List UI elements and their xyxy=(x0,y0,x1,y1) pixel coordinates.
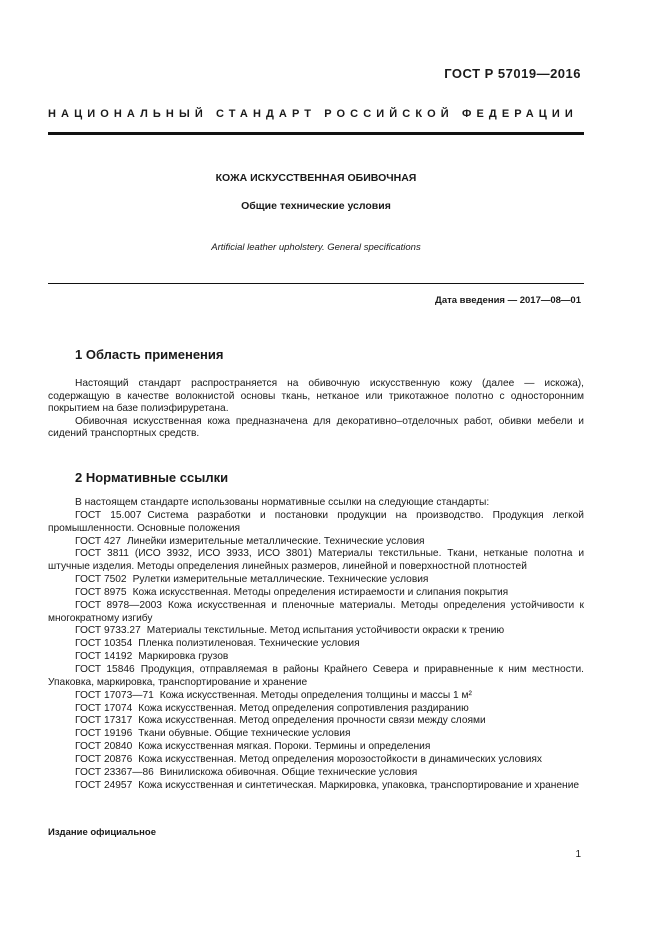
section-1-paragraph: Настоящий стандарт распространяется на обивочную искусственную кожу (далее — искожа), содержащую в качестве волокнистой основы ткань, нетканое или трикотажное полотно с односторонним покрытием на базе полиэфируретана. xyxy=(48,378,584,414)
reference-code: ГОСТ 427 xyxy=(75,535,121,547)
reference-item xyxy=(48,548,584,574)
reference-item xyxy=(48,625,584,638)
reference-title: Кожа искусственная мягкая. Пороки. Термины и определения xyxy=(138,741,431,753)
page-number: 1 xyxy=(575,849,581,860)
reference-title: Винилискожа обивочная. Общие технические условия xyxy=(159,766,418,778)
document-subtitle: Общие технические условия xyxy=(241,200,391,212)
english-title: Artificial leather upholstery. General specifications xyxy=(211,242,421,253)
reference-code: ГОСТ 7502 xyxy=(75,574,127,586)
reference-title: Рулетки измерительные металлические. Технические условия xyxy=(132,574,429,586)
reference-code: ГОСТ 23367—86 xyxy=(75,766,154,778)
header-divider xyxy=(48,132,584,135)
reference-item xyxy=(48,536,584,549)
reference-item xyxy=(48,728,584,741)
document-number: ГОСТ Р 57019—2016 xyxy=(444,66,581,81)
normative-references xyxy=(48,497,584,792)
reference-title: Кожа искусственная. Метод определения сопротивления раздиранию xyxy=(138,702,469,714)
reference-title: Маркировка грузов xyxy=(138,651,229,663)
reference-title: Пленка полиэтиленовая. Технические условия xyxy=(138,638,360,650)
reference-item xyxy=(48,510,584,536)
reference-code: ГОСТ 15.007 xyxy=(75,509,142,521)
reference-code: ГОСТ 15846 xyxy=(75,663,135,675)
reference-code: ГОСТ 17317 xyxy=(75,715,133,727)
reference-code: ГОСТ 19196 xyxy=(75,728,133,740)
reference-code: ГОСТ 3811 (ИСО 3932, ИСО 3933, ИСО 3801) xyxy=(75,548,312,560)
reference-item xyxy=(48,600,584,626)
section-1-heading: 1 Область применения xyxy=(75,347,224,362)
reference-title: Продукция, отправляемая в районы Крайнего Севера и приравненные к ним местности. Упаковка, маркировка, транспортирование и хранение xyxy=(48,663,584,688)
section-1-paragraph: Обивочная искусственная кожа предназначена для декоративно–отделочных работ, обивки мебели и сидений транспортных средств. xyxy=(48,415,584,439)
reference-code: ГОСТ 17073—71 xyxy=(75,689,154,701)
reference-title: Система разработки и постановки продукции на производство. Продукция легкой промышленности. Основные положения xyxy=(48,509,584,534)
standard-banner: НАЦИОНАЛЬНЫЙ СТАНДАРТ РОССИЙСКОЙ ФЕДЕРАЦИИ xyxy=(48,108,578,120)
reference-item xyxy=(48,690,584,703)
reference-item xyxy=(48,587,584,600)
reference-title: Линейки измерительные металлические. Технические условия xyxy=(126,535,425,547)
reference-code: ГОСТ 24957 xyxy=(75,779,133,791)
reference-item xyxy=(48,754,584,767)
reference-item xyxy=(48,741,584,754)
reference-item xyxy=(48,651,584,664)
reference-title: Кожа искусственная и синтетическая. Маркировка, упаковка, транспортирование и хранение xyxy=(138,779,580,791)
official-edition-label: Издание официальное xyxy=(48,827,156,838)
reference-title: Кожа искусственная. Методы определения толщины и массы 1 м² xyxy=(159,689,472,701)
reference-code: ГОСТ 17074 xyxy=(75,702,133,714)
section-2-heading: 2 Нормативные ссылки xyxy=(75,470,229,485)
reference-item xyxy=(48,780,584,793)
reference-item xyxy=(48,703,584,716)
introduction-date: Дата введения — 2017—08—01 xyxy=(435,295,581,306)
reference-title: Ткани обувные. Общие технические условия xyxy=(138,728,351,740)
reference-item xyxy=(48,664,584,690)
reference-item xyxy=(48,638,584,651)
reference-title: Кожа искусственная. Метод определения прочности связи между слоями xyxy=(138,715,486,727)
reference-code: ГОСТ 14192 xyxy=(75,651,133,663)
reference-code: ГОСТ 20840 xyxy=(75,741,133,753)
reference-code: ГОСТ 8978—2003 xyxy=(75,599,162,611)
reference-title: Материалы текстильные. Метод испытания устойчивости окраски к трению xyxy=(146,625,505,637)
reference-item xyxy=(48,767,584,780)
document-title: КОЖА ИСКУССТВЕННАЯ ОБИВОЧНАЯ xyxy=(215,172,417,184)
reference-item xyxy=(48,715,584,728)
reference-code: ГОСТ 20876 xyxy=(75,753,133,765)
reference-title: Материалы текстильные. Ткани, нетканые полотна и штучные изделия. Методы определения линейных размеров, линейной и поверхностной плотностей xyxy=(48,548,585,573)
reference-list xyxy=(48,510,584,793)
reference-title: Кожа искусственная. Метод определения морозостойкости в динамических условиях xyxy=(138,753,542,765)
references-intro: В настоящем стандарте использованы нормативные ссылки на следующие стандарты: xyxy=(75,497,490,508)
section-1-body xyxy=(48,378,584,441)
reference-item xyxy=(48,574,584,587)
reference-title: Кожа искусственная и пленочные материалы. Методы определения устойчивости к многократному изгибу xyxy=(48,599,584,624)
reference-title: Кожа искусственная. Методы определения истираемости и слипания покрытия xyxy=(132,586,509,598)
title-divider xyxy=(48,283,584,284)
reference-code: ГОСТ 10354 xyxy=(75,638,133,650)
reference-code: ГОСТ 8975 xyxy=(75,586,127,598)
reference-code: ГОСТ 9733.27 xyxy=(75,625,141,637)
